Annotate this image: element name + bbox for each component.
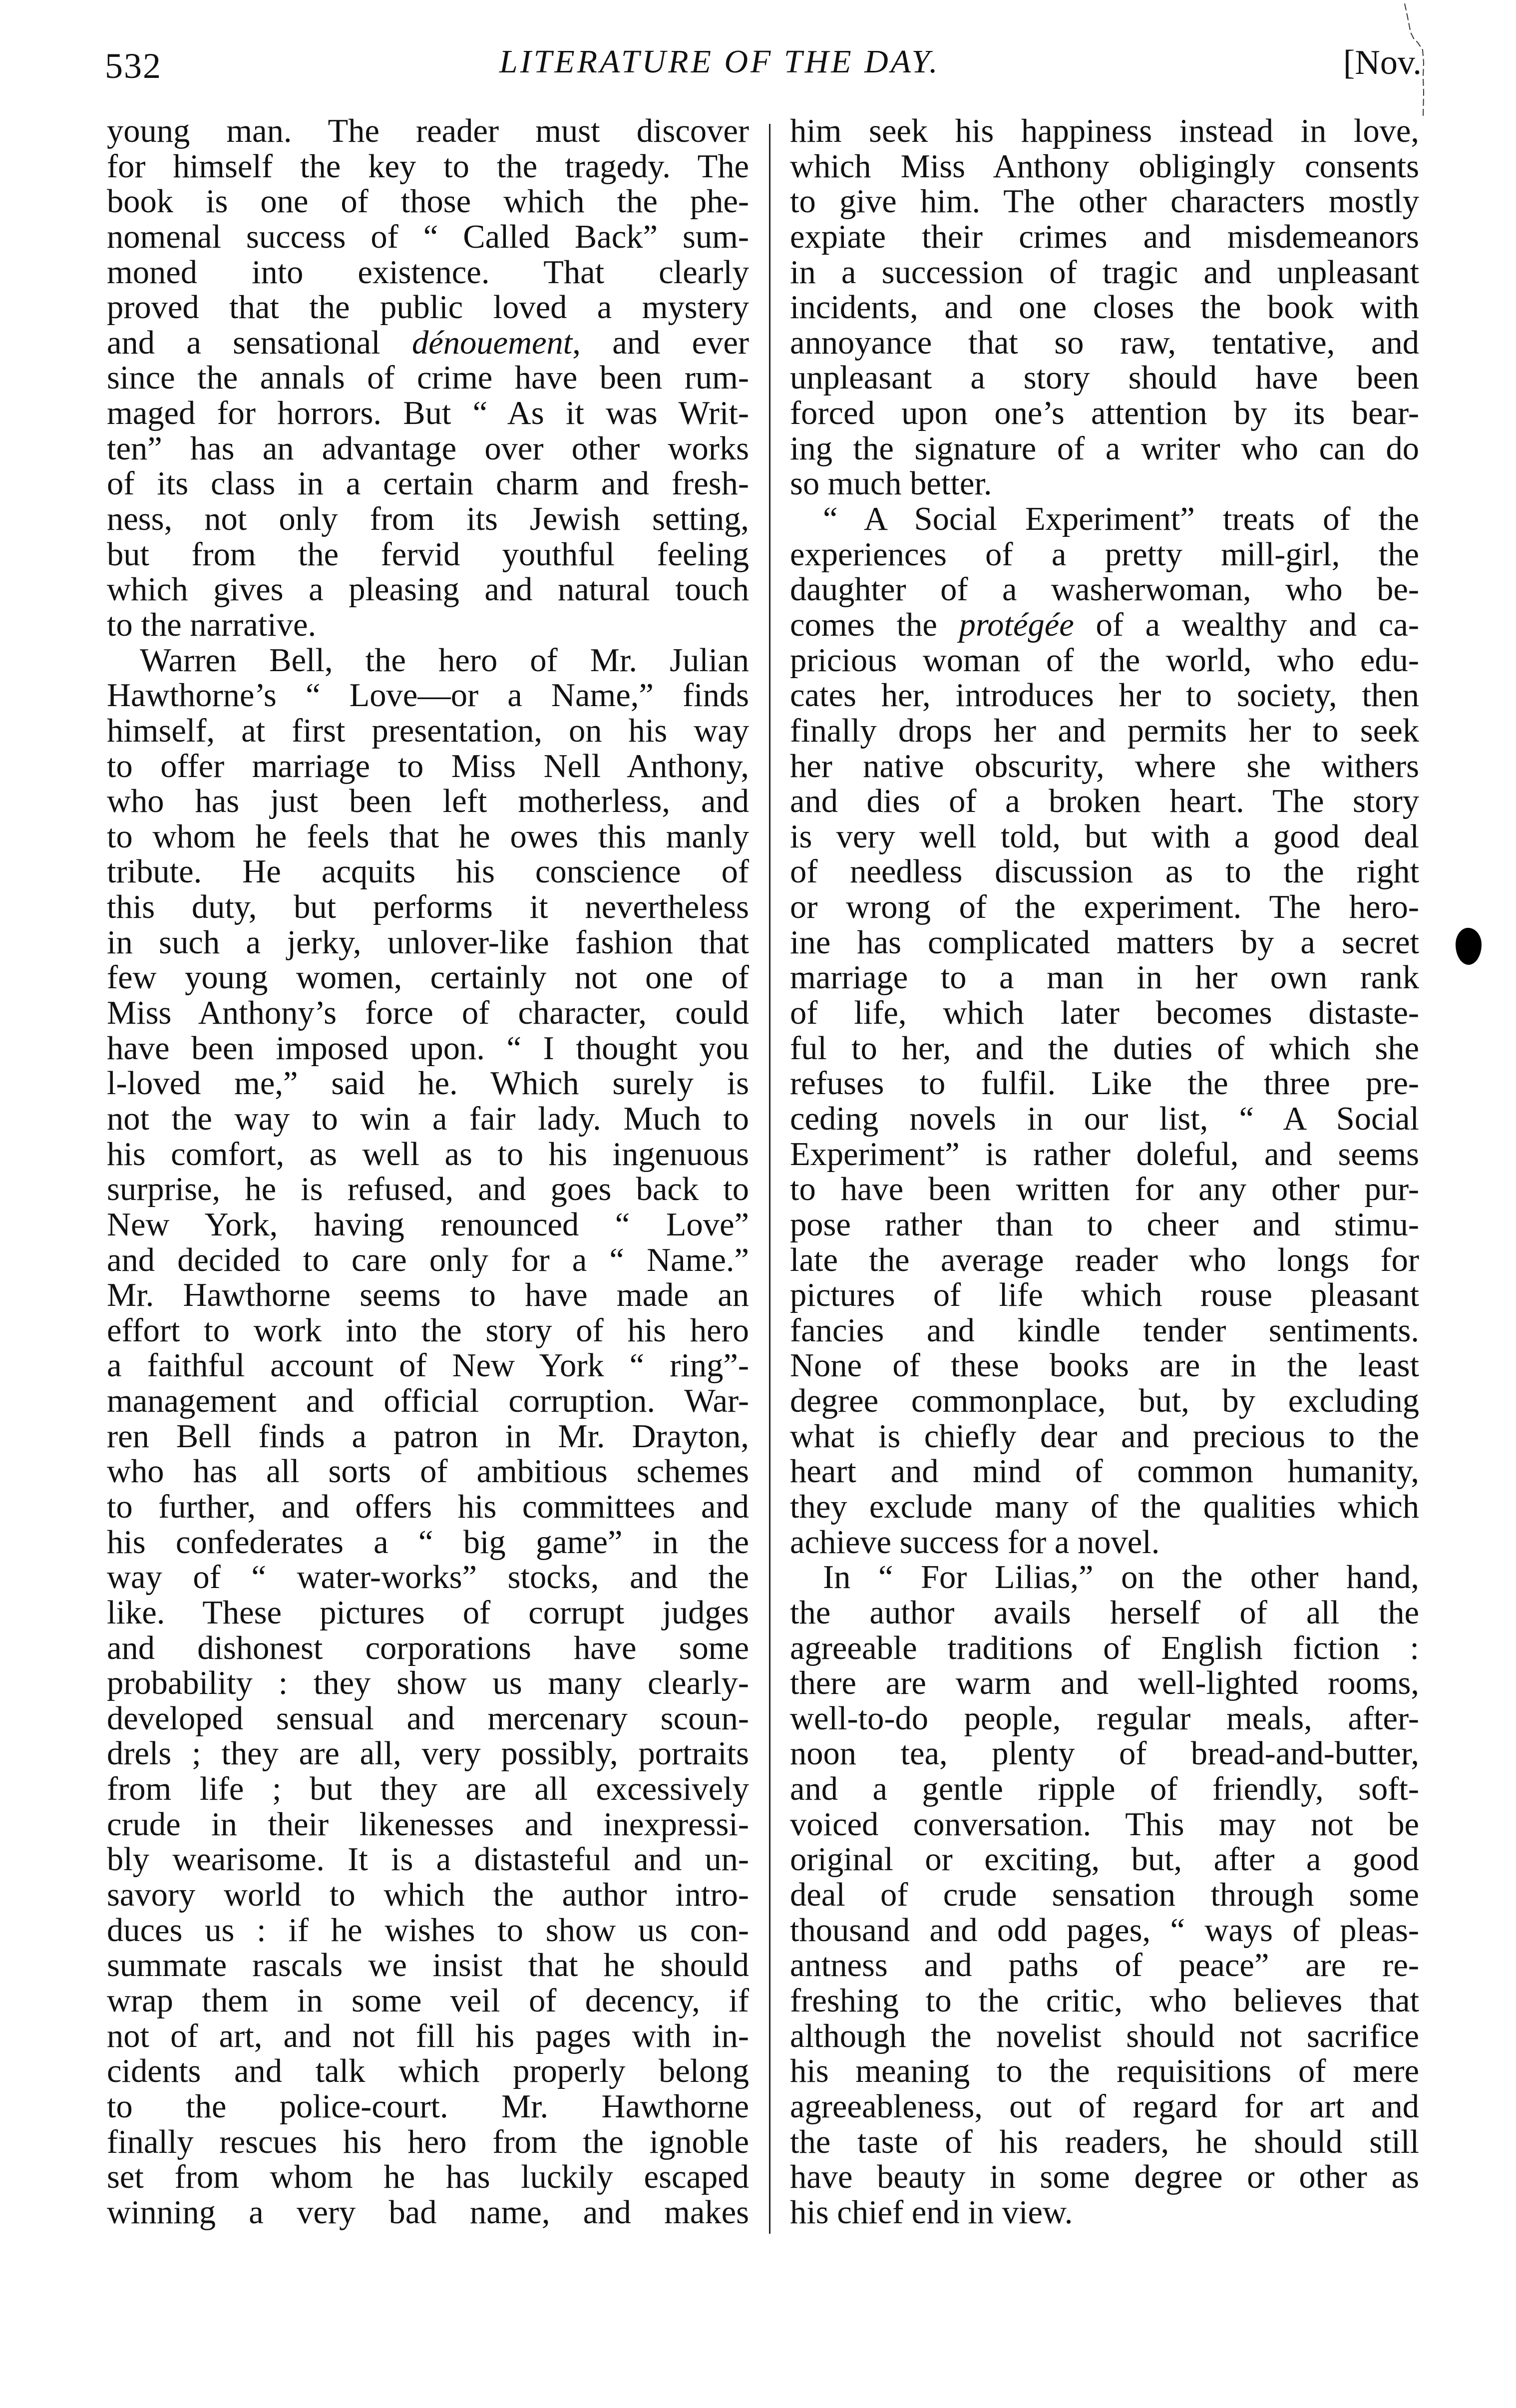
- text-line: late the average reader who longs for: [790, 1241, 1419, 1278]
- text-line: effort to work into the story of his hero: [107, 1312, 749, 1349]
- text-line: summate rascals we insist that he should: [107, 1947, 749, 1984]
- text-line: for himself the key to the tragedy. The: [107, 148, 749, 185]
- text-line: winning a very bad name, and makes: [107, 2194, 749, 2231]
- text-line: young man. The reader must discover: [107, 113, 749, 149]
- text-line: but from the fervid youthful feeling: [107, 536, 749, 573]
- text-line: thousand and odd pages, “ ways of pleas-: [790, 1912, 1419, 1949]
- text-line: maged for horrors. But “ As it was Writ-: [107, 395, 749, 432]
- text-line: degree commonplace, but, by excluding: [790, 1383, 1419, 1420]
- text-line: surprise, he is refused, and goes back to: [107, 1171, 749, 1208]
- text-line: have been imposed upon. “ I thought you: [107, 1030, 749, 1067]
- text-line: Hawthorne’s “ Love—or a Name,” finds: [107, 677, 749, 714]
- running-header: [0, 0, 1516, 100]
- text-line: ren Bell finds a patron in Mr. Drayton,: [107, 1418, 749, 1455]
- text-line: to the narrative.: [107, 606, 317, 643]
- text-line: Miss Anthony’s force of character, could: [107, 995, 749, 1032]
- text-line: noon tea, plenty of bread-and-butter,: [790, 1735, 1419, 1772]
- text-line: tribute. He acquits his conscience of: [107, 853, 749, 890]
- text-line: freshing to the critic, who believes that: [790, 1982, 1419, 2019]
- text-line: not the way to win a fair lady. Much to: [107, 1100, 749, 1137]
- text-line: pictures of life which rouse pleasant: [790, 1277, 1419, 1314]
- text-line: l-loved me,” said he. Which surely is: [107, 1065, 749, 1102]
- text-line: and a gentle ripple of friendly, soft-: [790, 1771, 1419, 1808]
- text-line: and decided to care only for a “ Name.”: [107, 1241, 749, 1278]
- text-line: since the annals of crime have been rum-: [107, 360, 749, 397]
- text-line: well-to-do people, regular meals, after-: [790, 1700, 1419, 1737]
- text-line: probability : they show us many clearly-: [107, 1665, 749, 1702]
- text-line: like. These pictures of corrupt judges: [107, 1594, 749, 1631]
- text-line: None of these books are in the least: [790, 1347, 1419, 1384]
- text-line: set from whom he has luckily escaped: [107, 2159, 749, 2196]
- text-line: not of art, and not fill his pages with in-: [107, 2017, 749, 2054]
- column-divider: [769, 124, 770, 2234]
- text-line: Warren Bell, the hero of Mr. Julian: [140, 642, 749, 679]
- text-line: original or exciting, but, after a good: [790, 1841, 1419, 1878]
- text-line: his chief end in view.: [790, 2194, 1073, 2231]
- text-line: to give him. The other characters mostly: [790, 183, 1419, 220]
- text-line: fancies and kindle tender sentiments.: [790, 1312, 1419, 1349]
- text-line: ine has complicated matters by a secret: [790, 924, 1419, 961]
- text-line: the taste of his readers, he should still: [790, 2123, 1419, 2160]
- text-line: of needless discussion as to the right: [790, 853, 1419, 890]
- text-line: experiences of a pretty mill-girl, the: [790, 536, 1419, 573]
- left-text-column: [107, 114, 749, 2230]
- text-line: voiced conversation. This may not be: [790, 1806, 1419, 1843]
- text-line: and dies of a broken heart. The story: [790, 783, 1419, 820]
- text-line: a faithful account of New York “ ring”-: [107, 1347, 749, 1384]
- text-line: developed sensual and mercenary scoun-: [107, 1700, 749, 1737]
- text-line: Mr. Hawthorne seems to have made an: [107, 1277, 749, 1314]
- text-line: duces us : if he wishes to show us con-: [107, 1912, 749, 1949]
- text-line: his comfort, as well as to his ingenuous: [107, 1136, 749, 1173]
- text-line: his confederates a “ big game” in the: [107, 1524, 749, 1561]
- text-line: of life, which later becomes distaste-: [790, 995, 1419, 1032]
- issue-month: [Nov.: [1343, 43, 1422, 82]
- text-line: to further, and offers his committees and: [107, 1488, 749, 1525]
- text-line: and dishonest corporations have some: [107, 1629, 749, 1666]
- text-line: and a sensational dénouement, and ever: [107, 324, 750, 361]
- text-line: have beauty in some degree or other as: [790, 2159, 1419, 2196]
- text-line: there are warm and well-lighted rooms,: [790, 1665, 1419, 1702]
- text-line: marriage to a man in her own rank: [790, 959, 1419, 996]
- text-line: achieve success for a novel.: [790, 1524, 1160, 1561]
- text-line: to the police-court. Mr. Hawthorne: [107, 2088, 749, 2125]
- text-line: In “ For Lilias,” on the other hand,: [823, 1559, 1419, 1596]
- page-number: 532: [105, 46, 162, 86]
- text-line: agreeableness, out of regard for art and: [790, 2088, 1419, 2125]
- text-line: in such a jerky, unlover-like fashion that: [107, 924, 749, 961]
- text-line: ness, not only from its Jewish setting,: [107, 501, 749, 538]
- text-line: expiate their crimes and misdemeanors: [790, 218, 1419, 255]
- text-line: crude in their likenesses and inexpressi-: [107, 1806, 749, 1843]
- text-line: to have been written for any other pur-: [790, 1171, 1419, 1208]
- text-line: himself, at first presentation, on his way: [107, 712, 749, 749]
- text-line: her native obscurity, where she withers: [790, 748, 1419, 785]
- ink-blot-artifact: [1456, 928, 1482, 965]
- text-line: comes the protégée of a wealthy and ca-: [790, 606, 1419, 643]
- text-line: moned into existence. That clearly: [107, 254, 749, 291]
- text-line: ful to her, and the duties of which she: [790, 1030, 1419, 1067]
- text-line: finally rescues his hero from the ignoble: [107, 2123, 749, 2160]
- text-line: antness and paths of peace” are re-: [790, 1947, 1419, 1984]
- page-tear-mark: [1401, 2, 1431, 122]
- text-line: incidents, and one closes the book with: [790, 289, 1419, 326]
- text-line: forced upon one’s attention by its bear-: [790, 395, 1419, 432]
- text-line: drels ; they are all, very possibly, portraits: [107, 1735, 749, 1772]
- text-line: they exclude many of the qualities which: [790, 1488, 1419, 1525]
- italic-term: dénouement: [411, 324, 573, 361]
- text-line: from life ; but they are all excessively: [107, 1771, 749, 1808]
- text-line: annoyance that so raw, tentative, and: [790, 324, 1419, 361]
- text-line: nomenal success of “ Called Back” sum-: [107, 218, 749, 255]
- text-line: pricious woman of the world, who edu-: [790, 642, 1419, 679]
- running-title: LITERATURE OF THE DAY.: [499, 43, 940, 80]
- text-line: ing the signature of a writer who can do: [790, 430, 1419, 467]
- text-line: wrap them in some veil of decency, if: [107, 1982, 749, 2019]
- text-line: who has just been left motherless, and: [107, 783, 749, 820]
- text-line: his meaning to the requisitions of mere: [790, 2053, 1419, 2090]
- text-line: book is one of those which the phe-: [107, 183, 749, 220]
- text-line: Experiment” is rather doleful, and seems: [790, 1136, 1419, 1173]
- text-line: ceding novels in our list, “ A Social: [790, 1100, 1419, 1137]
- text-line: savory world to which the author intro-: [107, 1877, 749, 1914]
- text-line: few young women, certainly not one of: [107, 959, 749, 996]
- text-line: agreeable traditions of English fiction :: [790, 1629, 1419, 1666]
- italic-term: protégée: [959, 606, 1074, 643]
- text-line: refuses to fulfil. Like the three pre-: [790, 1065, 1419, 1102]
- text-line: what is chiefly dear and precious to the: [790, 1418, 1419, 1455]
- text-line: him seek his happiness instead in love,: [790, 113, 1419, 149]
- text-line: or wrong of the experiment. The hero-: [790, 889, 1419, 926]
- text-line: pose rather than to cheer and stimu-: [790, 1206, 1419, 1243]
- text-line: who has all sorts of ambitious schemes: [107, 1453, 749, 1490]
- text-line: which Miss Anthony obligingly consents: [790, 148, 1419, 185]
- text-line: to whom he feels that he owes this manly: [107, 818, 749, 855]
- text-line: daughter of a washerwoman, who be-: [790, 571, 1419, 608]
- text-line: way of “ water-works” stocks, and the: [107, 1559, 749, 1596]
- text-line: heart and mind of common humanity,: [790, 1453, 1419, 1490]
- text-line: is very well told, but with a good deal: [790, 818, 1419, 855]
- text-line: ten” has an advantage over other works: [107, 430, 749, 467]
- right-text-column: [790, 114, 1419, 2230]
- text-line: cates her, introduces her to society, then: [790, 677, 1419, 714]
- text-line: in a succession of tragic and unpleasant: [790, 254, 1419, 291]
- text-line: so much better.: [790, 465, 992, 502]
- text-line: bly wearisome. It is a distasteful and un-: [107, 1841, 749, 1878]
- text-line: deal of crude sensation through some: [790, 1877, 1419, 1914]
- text-line: proved that the public loved a mystery: [107, 289, 749, 326]
- text-line: this duty, but performs it nevertheless: [107, 889, 749, 926]
- text-line: management and official corruption. War-: [107, 1383, 749, 1420]
- text-line: to offer marriage to Miss Nell Anthony,: [107, 748, 749, 785]
- text-line: “ A Social Experiment” treats of the: [823, 501, 1419, 538]
- text-line: New York, having renounced “ Love”: [107, 1206, 749, 1243]
- text-line: which gives a pleasing and natural touch: [107, 571, 749, 608]
- text-line: the author avails herself of all the: [790, 1594, 1419, 1631]
- text-line: finally drops her and permits her to seek: [790, 712, 1419, 749]
- text-line: unpleasant a story should have been: [790, 360, 1419, 397]
- text-line: of its class in a certain charm and fresh-: [107, 465, 749, 502]
- text-line: although the novelist should not sacrifice: [790, 2017, 1419, 2054]
- text-line: cidents and talk which properly belong: [107, 2053, 749, 2090]
